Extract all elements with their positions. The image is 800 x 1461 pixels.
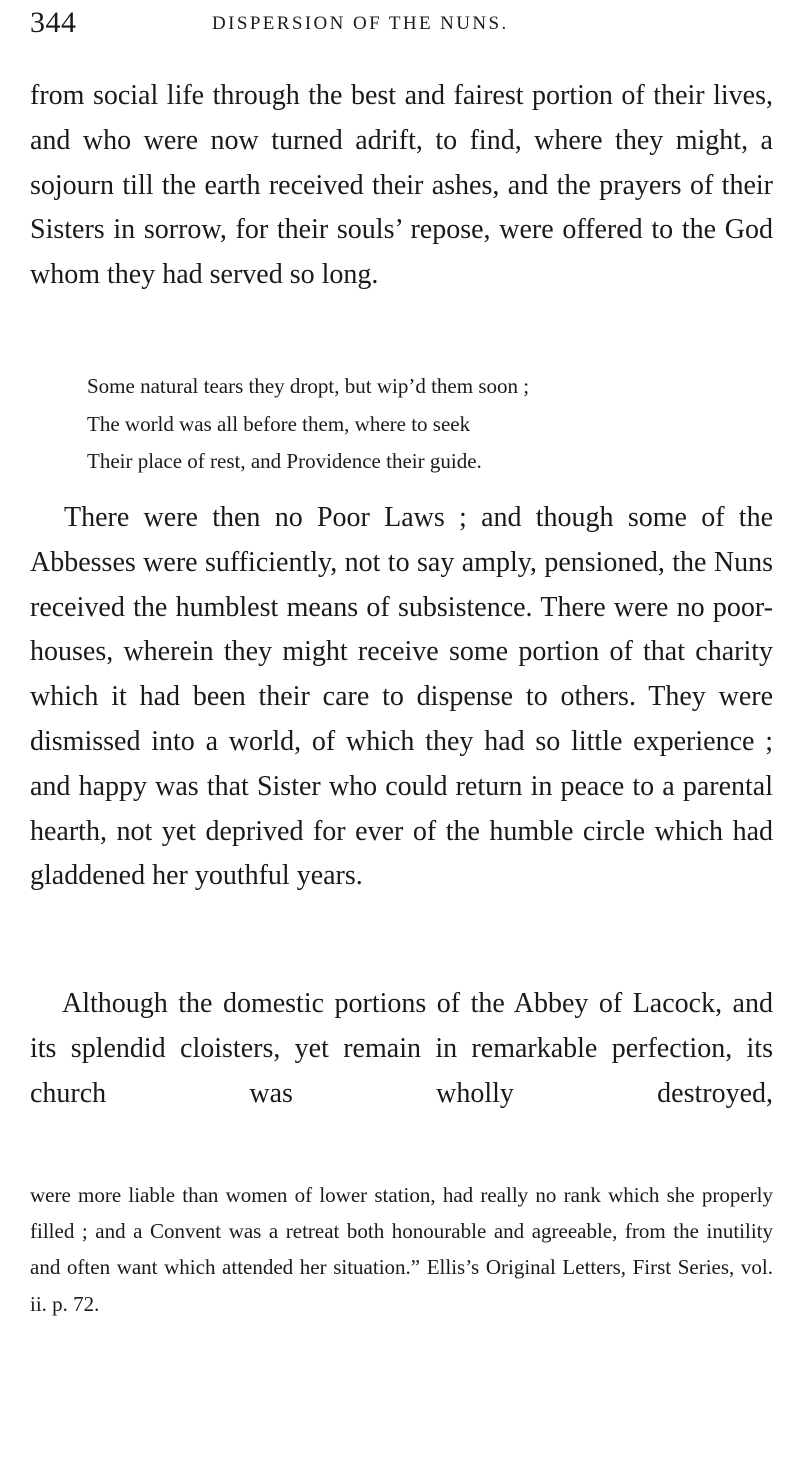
verse-line: The world was all before them, where to seek [87,411,471,436]
verse-quotation [87,368,747,481]
paragraph-continuation: from social life through the best and fairest portion of their lives, and who were now turned adrift, to find, where they might, a sojourn till the earth received their ashes, and the prayers of their Sisters in sorrow, for their souls’ repose, were offered to the God whom they had served so long. [30,80,773,291]
verse-line: Their place of rest, and Providence their guide. [87,449,482,473]
verse-line: Some natural tears they dropt, but wip’d them soon ; [87,374,530,398]
footnote: were more liable than women of lower station, had really no rank which she properly filled ; and a Convent was a retreat both honourable and agreeable, from the inutility and often want which attended her situation.” Ellis’s Original Letters, First Series, vol. ii. p. 72. [30,1183,773,1316]
paragraph-lacock-abbey: Although the domestic portions of the Abbey of Lacock, and its splendid cloisters, yet remain in remarkable perfection, its church was wholly destroyed, [30,988,773,1109]
running-head-title: DISPERSION OF THE NUNS. [212,13,509,34]
paragraph-poor-laws: There were then no Poor Laws ; and though some of the Abbesses were sufficiently, not to say amply, pensioned, the Nuns received the humblest means of subsistence. There were no poor-houses, wherein they might receive some portion of that charity which it had been their care to dispense to others. They were dismissed into a world, of which they had so little experience ; and happy was that Sister who could return in peace to a parental hearth, not yet deprived for ever of the humble circle which had gladdened her youthful years. [30,502,773,892]
page-number: 344 [30,6,77,39]
running-head [30,6,775,40]
